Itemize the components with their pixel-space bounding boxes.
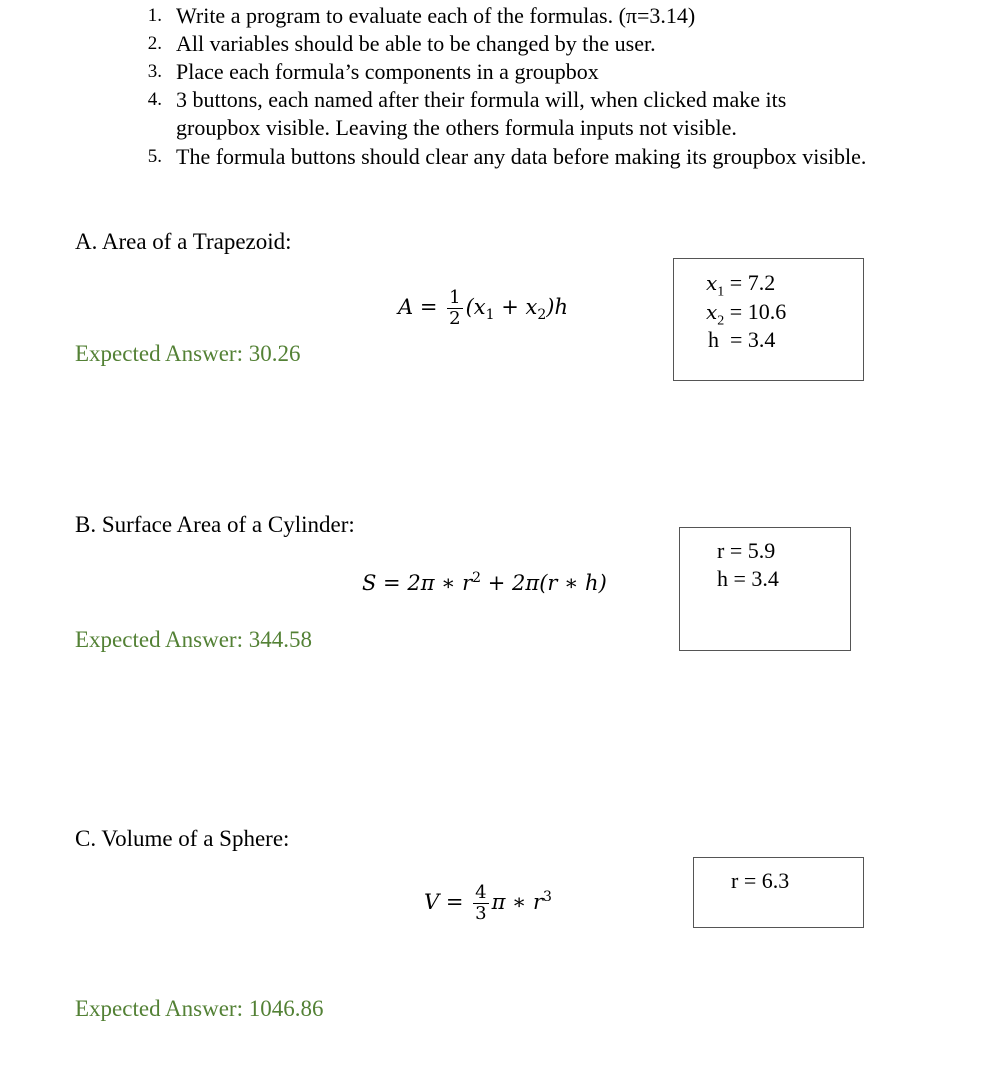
variable-x2: $x_2 = 10.6$ [706,299,787,329]
variable-h: h = 3.4 [717,566,779,591]
instruction-text: Write a program to evaluate each of the formulas. (π=3.14) [176,3,696,28]
instruction-text: The formula buttons should clear any data before making its groupbox visible. [176,144,867,169]
variable-r: r = 5.9 [717,538,776,563]
variable-r: r = 6.3 [731,868,790,893]
section-b-heading: B. Surface Area of a Cylinder: [75,512,355,537]
variable-x1: $x_1 = 7.2$ [706,270,776,300]
instruction-text: All variables should be able to be changed by the user. [176,31,656,56]
section-a-heading: A. Area of a Trapezoid: [75,229,292,254]
trapezoid-formula: A = $\frac{1}{2}$ $(x_1 + x_2)h$ [398,287,568,329]
instruction-text: Place each formula’s components in a groupbox [176,59,599,84]
cylinder-formula: S = 2π ∗ $r^2 + 2\pi(r$ ∗ h) [362,570,607,595]
list-number: 1. [147,5,162,26]
variable-h: h = 3.4 [708,327,776,352]
list-number: 3. [147,61,162,82]
list-number: 5. [147,146,162,167]
trapezoid-variables-box [673,258,864,381]
section-c-answer: Expected Answer: 1046.86 [75,996,324,1021]
cylinder-variables-box [679,527,851,651]
list-number: 2. [147,33,162,54]
instruction-text: 3 buttons, each named after their formula will, when clicked make its groupbox visible. Leaving the others formula inputs not visible. [176,87,787,140]
list-number: 4. [147,89,162,110]
sphere-variables-box [693,857,864,928]
section-b-answer: Expected Answer: 344.58 [75,627,312,652]
section-c-heading: C. Volume of a Sphere: [75,826,290,851]
section-a-answer: Expected Answer: 30.26 [75,341,301,366]
sphere-formula: V = $\frac{4}{3}$ π ∗ $r^3$ [424,882,552,924]
